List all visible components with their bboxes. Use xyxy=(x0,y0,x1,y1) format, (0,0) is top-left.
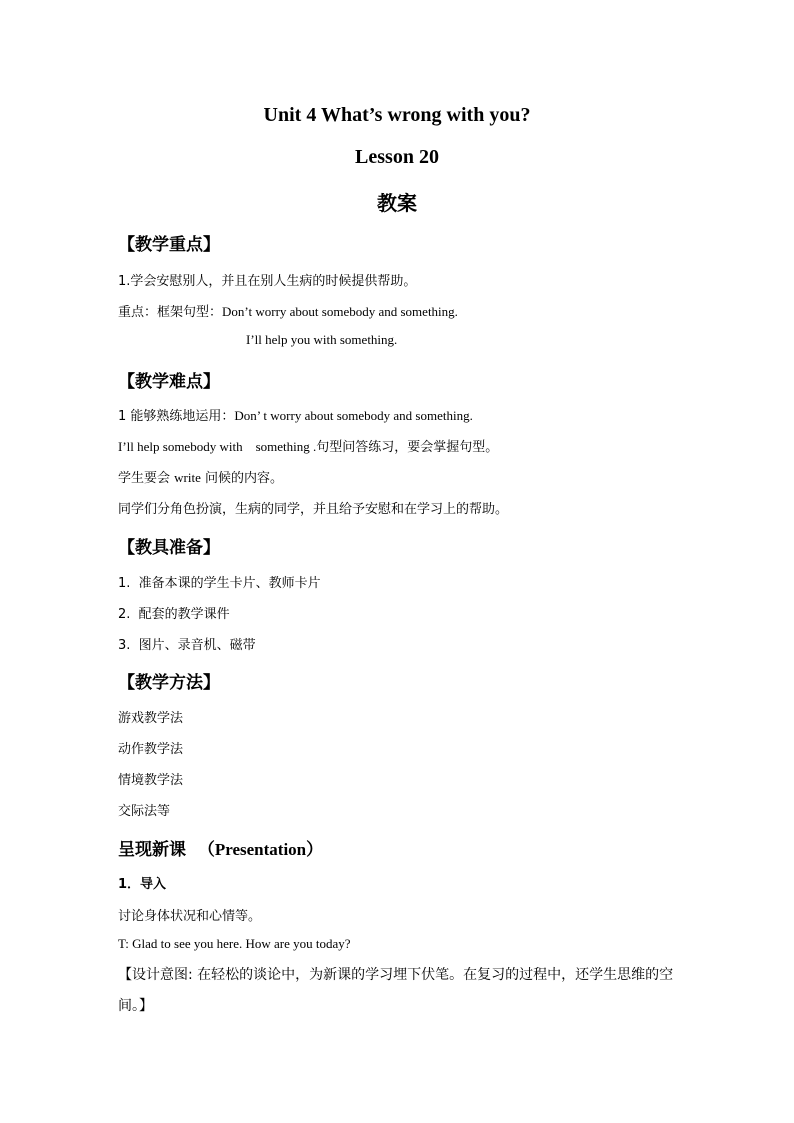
key-points-line-3 xyxy=(246,332,397,348)
presentation-line-2 xyxy=(118,936,351,952)
difficulties-line-2 xyxy=(118,436,498,455)
method-item-3: 情境教学法 xyxy=(118,773,184,788)
materials-heading: 【教具准备】 xyxy=(118,538,220,558)
difficulties-label: 1 能够熟练地运用： xyxy=(118,409,235,424)
materials-item-1: 1. 准备本课的学生卡片、教师卡片 xyxy=(118,576,321,591)
difficulty-text-b: 问候的内容。 xyxy=(200,471,283,486)
method-item-4: 交际法等 xyxy=(118,804,171,819)
difficulty-note: 句型问答练习，要会掌握句型。 xyxy=(316,440,499,455)
key-points-line-1: 1.学会安慰别人，并且在别人生病的时候提供帮助。 xyxy=(118,274,417,289)
methods-heading: 【教学方法】 xyxy=(118,673,220,693)
step-1-intro: 1．导入 xyxy=(118,877,167,892)
unit-title: Unit 4 What’s wrong with you? xyxy=(263,104,531,126)
difficulty-sentence-2: I’ll help somebody with something . xyxy=(118,439,317,454)
materials-item-3: 3. 图片、录音机、磁带 xyxy=(118,638,256,653)
key-sentence-2: I’ll help you with something. xyxy=(246,332,398,347)
presentation-heading-cn: 呈现新课 xyxy=(118,840,198,860)
difficulty-write-word: write xyxy=(174,470,201,485)
method-item-1: 游戏教学法 xyxy=(118,711,184,726)
presentation-line-1: 讨论身体状况和心情等。 xyxy=(118,909,262,924)
key-points-line-2 xyxy=(118,301,458,320)
design-intent-note: 【设计意图: 在轻松的谈论中，为新课的学习埋下伏笔。在复习的过程中，还学生思维的空间。】 xyxy=(118,967,674,1014)
lesson-title: Lesson 20 xyxy=(355,146,439,168)
key-points-heading: 【教学重点】 xyxy=(118,235,220,255)
difficulties-heading: 【教学难点】 xyxy=(118,372,220,392)
key-sentence-1: Don’t worry about somebody and something. xyxy=(222,304,458,319)
method-item-2: 动作教学法 xyxy=(118,742,184,757)
difficulties-line-1 xyxy=(118,405,473,424)
key-points-label: 重点：框架句型： xyxy=(118,305,223,320)
teacher-dialogue: T: Glad to see you here. How are you today? xyxy=(118,936,351,951)
difficulties-line-4: 同学们分角色扮演，生病的同学，并且给予安慰和在学习上的帮助。 xyxy=(118,502,509,517)
presentation-heading-en: （Presentation） xyxy=(197,840,324,859)
difficulty-sentence-1: Don’ t worry about somebody and something. xyxy=(234,408,473,423)
presentation-heading xyxy=(118,835,323,860)
materials-item-2: 2. 配套的教学课件 xyxy=(118,607,230,622)
plan-title: 教案 xyxy=(377,191,417,215)
difficulties-line-3 xyxy=(118,467,283,486)
difficulty-text-a: 学生要会 xyxy=(118,471,175,486)
